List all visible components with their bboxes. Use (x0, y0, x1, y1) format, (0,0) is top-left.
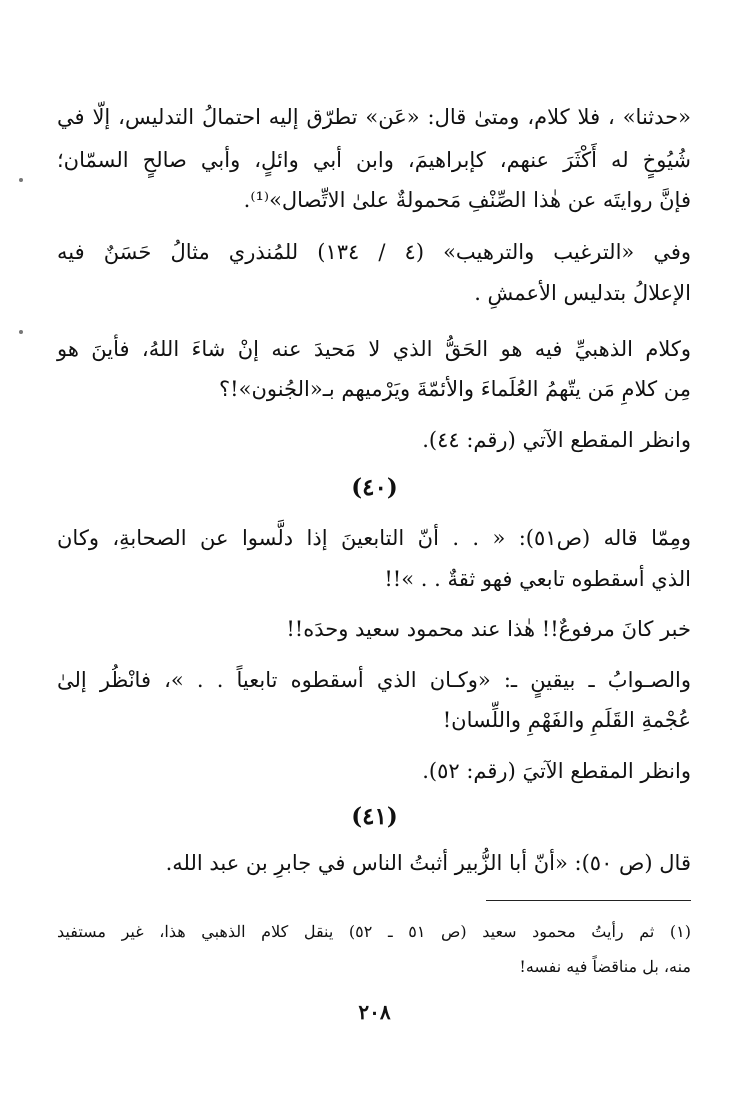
body-line-4: وفي «الترغيب والترهيب» (٤ / ١٣٤) للمُنذري مثالُ حَسَنٌ فيه (57, 240, 692, 264)
section-heading-40: (٤٠) (351, 474, 398, 501)
scan-speck (19, 330, 23, 334)
body-line-9: ومِمّا قاله (ص٥١): « . . أنّ التابعينَ إذا دلَّسوا عن الصحابةِ، وكان (57, 526, 691, 550)
body-line-12: والصـوابُ ـ بيقينٍ ـ: «وكـان الذي أسقطوه تابعياً . . »، فانْظُر إلىٰ (57, 668, 691, 692)
body-line-10: الذي أسقطوه تابعي فهو ثقةٌ . . »!! (384, 567, 691, 591)
page-number: ٢٠٨ (358, 1000, 391, 1024)
body-line-6: وكلام الذهبيِّ فيه هو الحَقُّ الذي لا مَحيدَ عنه إنْ شاءَ اللهُ، فأينَ هو (57, 337, 691, 361)
body-line-1: «حدثنا» ، فلا كلام، ومتىٰ قال: «عَن» تطرّق إليه احتمالُ التدليس، إلّا في (57, 105, 691, 129)
footnote-divider (486, 900, 691, 901)
body-line-14: وانظر المقطع الآتيَ (رقم: ٥٢). (422, 759, 691, 783)
body-line-5: الإعلالُ بتدليس الأعمشِ . (474, 281, 691, 305)
footnote-line-2: منه، بل مناقضاً فيه نفسه! (519, 957, 691, 976)
body-line-3: فإنَّ روايتَه عن هٰذا الصِّنْفِ مَحمولةٌ علىٰ الاتِّصال»⁽¹⁾. (243, 188, 691, 212)
body-line-11: خبر كانَ مرفوعٌ!! هٰذا عند محمود سعيد وحدَه!! (286, 617, 691, 641)
body-line-13: عُجْمةِ القَلَمِ والفَهْمِ واللِّسان! (442, 708, 691, 732)
body-line-8: وانظر المقطع الآتي (رقم: ٤٤). (422, 428, 691, 452)
section-heading-41: (٤١) (351, 803, 398, 830)
body-line-2: شُيُوخٍ له أَكْثَرَ عنهم، كإبراهيمَ، وابن أبي وائلٍ، وأبي صالحٍ السمّان؛ (57, 148, 691, 172)
scan-speck (19, 178, 23, 182)
body-line-7: مِن كلامِ مَن يتّهمُ العُلَماءَ والأئمّةَ ويَرْميهم بـ«الجُنون»!؟ (219, 377, 691, 401)
body-line-15: قال (ص ٥٠): «أنّ أبا الزُّبير أثبتُ الناس في جابرِ بن عبد الله. (165, 851, 691, 875)
footnote-line-1: (١) ثم رأيتُ محمود سعيد (ص ٥١ ـ ٥٢) ينقل كلام الذهبي هذا، غير مستفيد (57, 922, 692, 941)
